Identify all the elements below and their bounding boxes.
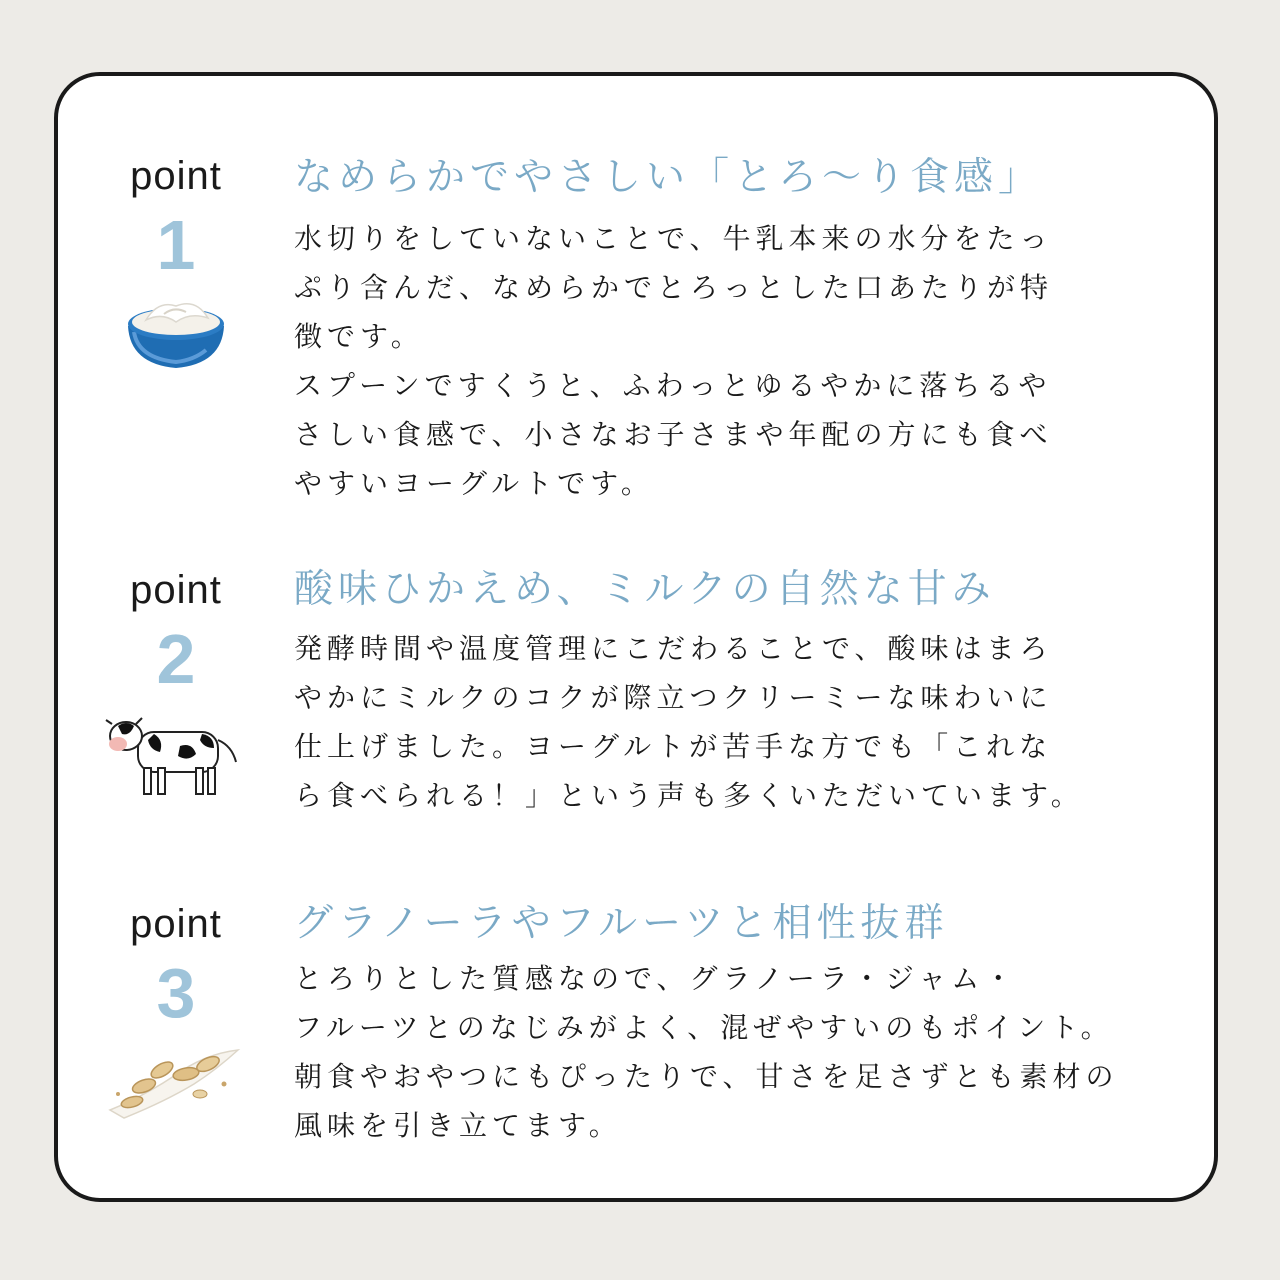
point-label: point xyxy=(130,902,222,946)
point-heading-2: 酸味ひかえめ、ミルクの自然な甘み xyxy=(294,567,996,612)
description-line: 風味を引き立てます。 xyxy=(294,1109,622,1142)
description-line: ぷり含んだ、なめらかでとろっとした口あたりが特 xyxy=(294,271,1054,304)
point-heading-3: グラノーラやフルーツと相性抜群 xyxy=(294,901,949,946)
description-line: さしい食感で、小さなお子さまや年配の方にも食べ xyxy=(294,418,1053,451)
point-description-1 xyxy=(294,214,1154,508)
description-line: 水切りをしていないことで、牛乳本来の水分をたっ xyxy=(294,222,1053,255)
point-number: 2 xyxy=(156,620,196,698)
yogurt-bowl-icon xyxy=(124,292,228,372)
point-badge-1 xyxy=(114,156,238,372)
points-card xyxy=(54,72,1218,1202)
point-badge-3 xyxy=(114,904,238,1124)
description-line: とろりとした質感なので、グラノーラ・ジャム・ xyxy=(294,962,1018,995)
description-line: ら食べられる！」という声も多くいただいています。 xyxy=(294,779,1084,812)
oats-milk-splash-icon xyxy=(104,1040,244,1124)
point-label: point xyxy=(130,154,222,198)
description-line: 仕上げました。ヨーグルトが苦手な方でも「これな xyxy=(294,730,1053,763)
cow-icon xyxy=(104,706,244,802)
description-line: スプーンですくうと、ふわっとゆるやかに落ちるや xyxy=(294,369,1052,402)
point-number: 3 xyxy=(156,954,196,1032)
point-description-2 xyxy=(294,624,1154,820)
point-label: point xyxy=(130,568,222,612)
description-line: 発酵時間や温度管理にこだわることで、酸味はまろ xyxy=(294,632,1053,665)
description-line: やかにミルクのコクが際立つクリーミーな味わいに xyxy=(294,681,1053,714)
description-line: 朝食やおやつにもぴったりで、甘さを足さずとも素材の xyxy=(294,1060,1119,1093)
description-line: フルーツとのなじみがよく、混ぜやすいのもポイント。 xyxy=(294,1011,1114,1044)
point-heading-1: なめらかでやさしい「とろ〜り食感」 xyxy=(294,155,1043,200)
point-badge-2 xyxy=(114,570,238,802)
description-line: やすいヨーグルトです。 xyxy=(294,467,654,500)
point-description-3 xyxy=(294,954,1154,1150)
description-line: 徴です。 xyxy=(294,320,424,353)
point-number: 1 xyxy=(156,206,196,284)
